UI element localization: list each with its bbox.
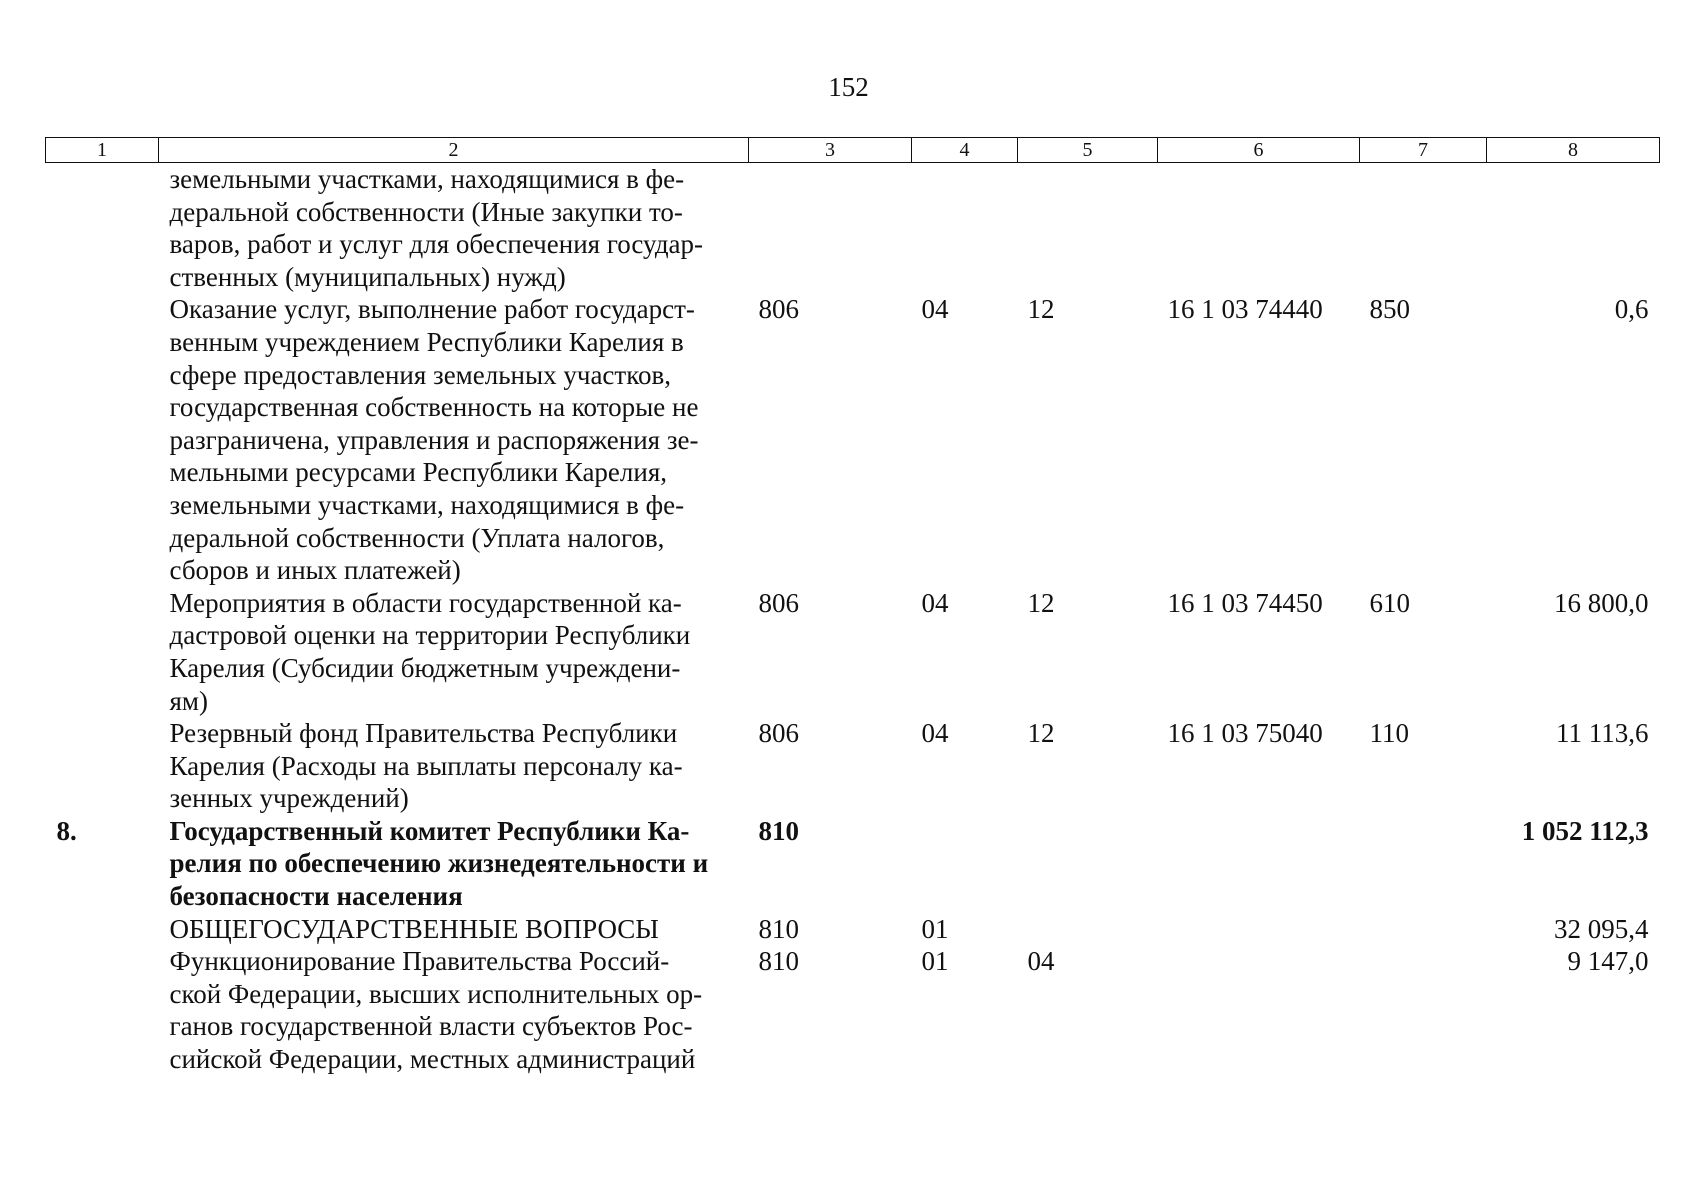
column-number-7: 7 [1360, 138, 1487, 163]
description-line: ганов государственной власти субъектов Рос- [169, 1011, 693, 1042]
description-line: ям) [169, 685, 208, 716]
section-code [912, 163, 1018, 294]
column-number-2: 2 [159, 138, 749, 163]
row-description [159, 945, 749, 1075]
row-description [159, 913, 749, 946]
column-number-header-row [46, 138, 1660, 163]
description-line: ственных (муниципальных) нужд) [169, 261, 566, 292]
description-line: Карелия (Расходы на выплаты персоналу ка- [169, 750, 683, 781]
amount [1487, 163, 1660, 294]
description-line: деральной собственности (Иные закупки то- [169, 196, 683, 227]
table-row [46, 945, 1660, 1075]
section-code: 01 [921, 913, 949, 944]
description-line: ОБЩЕГОСУДАРСТВЕННЫЕ ВОПРОСЫ [169, 913, 659, 944]
amount: 1 052 112,3 [1521, 815, 1649, 846]
budget-table [45, 137, 1660, 1076]
target-article-code [1158, 163, 1360, 294]
description-line: деральной собственности (Уплата налогов, [169, 522, 665, 553]
description-line: сфере предоставления земельных участков, [169, 359, 671, 390]
row-number [46, 913, 159, 946]
expense-type-code [1360, 163, 1487, 294]
row-description [159, 163, 749, 294]
amount: 0,6 [1614, 294, 1649, 325]
expense-type-code [1360, 815, 1487, 913]
column-number-8: 8 [1487, 138, 1660, 163]
table-row [46, 717, 1660, 815]
row-number [46, 945, 159, 1075]
table-row [46, 913, 1660, 946]
table-row [46, 587, 1660, 717]
amount: 9 147,0 [1567, 946, 1649, 977]
column-number-1: 1 [46, 138, 159, 163]
table-body [46, 163, 1660, 1076]
row-number: 8. [56, 815, 77, 846]
row-number [46, 587, 159, 717]
department-code: 810 [758, 913, 799, 944]
table-row [46, 163, 1660, 294]
description-line: сборов и иных платежей) [169, 555, 461, 586]
description-line: дастровой оценки на территории Республики [169, 620, 691, 651]
description-line: земельными участками, находящимися в фе- [169, 489, 685, 520]
department-code: 810 [758, 946, 799, 977]
description-line: релия по обеспечению жизнедеятельности и [169, 848, 709, 879]
subsection-code: 04 [1027, 946, 1055, 977]
row-description [159, 815, 749, 913]
subsection-code [1018, 913, 1158, 946]
expense-type-code [1360, 945, 1487, 1075]
row-description [159, 293, 749, 586]
description-line: Мероприятия в области государственной ка- [169, 587, 682, 618]
column-number-3: 3 [749, 138, 912, 163]
department-code [749, 163, 912, 294]
section-code: 04 [921, 587, 949, 618]
table-row [46, 293, 1660, 586]
target-article-code: 16 1 03 75040 [1167, 718, 1323, 749]
description-line: мельными ресурсами Республики Карелия, [169, 457, 668, 488]
section-code: 01 [921, 946, 949, 977]
section-code: 04 [921, 294, 949, 325]
department-code: 806 [758, 294, 799, 325]
expense-type-code: 110 [1369, 718, 1409, 749]
expense-type-code [1360, 913, 1487, 946]
description-line: Карелия (Субсидии бюджетным учреждени- [169, 652, 681, 683]
target-article-code [1158, 945, 1360, 1075]
row-number [46, 293, 159, 586]
expense-type-code: 610 [1369, 587, 1410, 618]
description-line: Функционирование Правительства Россий- [169, 946, 670, 977]
department-code: 806 [758, 718, 799, 749]
section-code [912, 815, 1018, 913]
description-line: государственная собственность на которые не [169, 392, 699, 423]
amount: 16 800,0 [1554, 587, 1649, 618]
column-number-5: 5 [1018, 138, 1158, 163]
row-description [159, 587, 749, 717]
target-article-code [1158, 913, 1360, 946]
description-line: Резервный фонд Правительства Республики [169, 718, 678, 749]
row-number [46, 163, 159, 294]
column-number-6: 6 [1158, 138, 1360, 163]
subsection-code: 12 [1027, 587, 1055, 618]
row-description [159, 717, 749, 815]
department-code: 810 [758, 815, 799, 846]
subsection-code [1018, 163, 1158, 294]
subsection-code: 12 [1027, 294, 1055, 325]
row-number [46, 717, 159, 815]
section-code: 04 [921, 718, 949, 749]
target-article-code: 16 1 03 74440 [1167, 294, 1323, 325]
description-line: Оказание услуг, выполнение работ государст- [169, 294, 695, 325]
amount: 11 113,6 [1556, 718, 1649, 749]
amount: 32 095,4 [1554, 913, 1649, 944]
subsection-code [1018, 815, 1158, 913]
description-line: ской Федерации, высших исполнительных ор- [169, 978, 703, 1009]
description-line: Государственный комитет Республики Ка- [169, 815, 690, 846]
description-line: сийской Федерации, местных администраций [169, 1044, 696, 1075]
page-number: 152 [828, 72, 869, 102]
description-line: безопасности населения [169, 881, 463, 912]
description-line: венным учреждением Республики Карелия в [169, 326, 684, 357]
department-code: 806 [758, 587, 799, 618]
subsection-code: 12 [1027, 718, 1055, 749]
description-line: земельными участками, находящимися в фе- [169, 164, 685, 194]
description-line: разграничена, управления и распоряжения зе- [169, 424, 699, 455]
table-row [46, 815, 1660, 913]
column-number-4: 4 [912, 138, 1018, 163]
description-line: зенных учреждений) [169, 783, 409, 814]
expense-type-code: 850 [1369, 294, 1410, 325]
description-line: варов, работ и услуг для обеспечения государ- [169, 229, 704, 260]
target-article-code [1158, 815, 1360, 913]
target-article-code: 16 1 03 74450 [1167, 587, 1323, 618]
